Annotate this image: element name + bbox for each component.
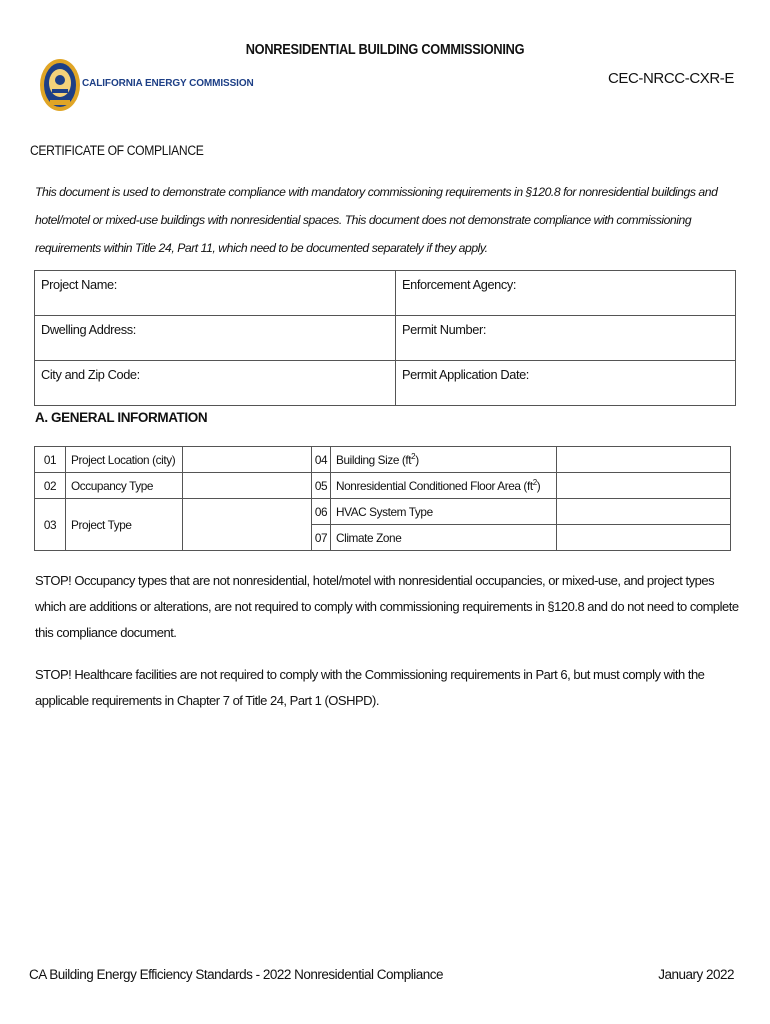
- row-label: Occupancy Type: [66, 473, 183, 499]
- project-location-input[interactable]: [183, 447, 312, 473]
- climate-zone-input[interactable]: [557, 525, 731, 551]
- footer-date: January 2022: [658, 967, 734, 982]
- occupancy-type-input[interactable]: [183, 473, 312, 499]
- intro-text: This document is used to demonstrate compliance with mandatory commissioning requirements in §120.8 for nonresidential buildings and hotel/motel or mixed-use buildings with nonresidential spaces. This document does not demonstrate compliance with commissioning requirements within Title 24, Part 11, which need to be documented separately if they apply.: [35, 185, 718, 255]
- row-label: Project Location (city): [66, 447, 183, 473]
- project-info-table: [34, 270, 736, 406]
- row-label: Climate Zone: [331, 525, 557, 551]
- row-label: HVAC System Type: [331, 499, 557, 525]
- general-info-table: [34, 446, 731, 551]
- row-number: 03: [35, 499, 66, 551]
- row-label: Project Type: [66, 499, 183, 551]
- section-a-title: A. GENERAL INFORMATION: [35, 410, 208, 425]
- row-label: Nonresidential Conditioned Floor Area $(ft^2)$: [331, 473, 557, 499]
- row-number: 01: [35, 447, 66, 473]
- row-number: 04: [312, 447, 331, 473]
- row-number: 02: [35, 473, 66, 499]
- project-type-input[interactable]: [183, 499, 312, 551]
- building-size-input[interactable]: [557, 447, 731, 473]
- enforcement-agency-field[interactable]: Enforcement Agency:: [396, 271, 736, 316]
- project-name-field[interactable]: Project Name:: [35, 271, 396, 316]
- document-title: NONRESIDENTIAL BUILDING COMMISSIONING: [245, 42, 525, 58]
- stop-note-healthcare: STOP! Healthcare facilities are not required to comply with the Commissioning requirements in Part 6, but must comply with the applicable requirements in Chapter 7 of Title 24, Part 1 (OSHPD).: [35, 667, 705, 708]
- row-number: 07: [312, 525, 331, 551]
- conditioned-floor-area-input[interactable]: [557, 473, 731, 499]
- row-number: 06: [312, 499, 331, 525]
- permit-application-date-field[interactable]: Permit Application Date:: [396, 361, 736, 406]
- permit-number-field[interactable]: Permit Number:: [396, 316, 736, 361]
- dwelling-address-field[interactable]: Dwelling Address:: [35, 316, 396, 361]
- stop-note-occupancy: STOP! Occupancy types that are not nonresidential, hotel/motel with nonresidential occupancies, or mixed-use, and project types which are additions or alterations, are not required to comply with commissioning requirements in §120.8 and do not need to complete this compliance document.: [35, 573, 739, 640]
- certificate-label: CERTIFICATE OF COMPLIANCE: [30, 143, 204, 158]
- footer-standards: CA Building Energy Efficiency Standards - 2022 Nonresidential Compliance: [29, 967, 444, 982]
- form-code: CEC-NRCC-CXR-E: [607, 70, 734, 87]
- logo-text: CALIFORNIA ENERGY COMMISSION: [82, 78, 254, 89]
- cec-seal-icon: [38, 56, 82, 114]
- city-zip-field[interactable]: City and Zip Code:: [35, 361, 396, 406]
- hvac-system-type-input[interactable]: [557, 499, 731, 525]
- row-number: 05: [312, 473, 331, 499]
- row-label: Building Size $(ft^2)$: [331, 447, 557, 473]
